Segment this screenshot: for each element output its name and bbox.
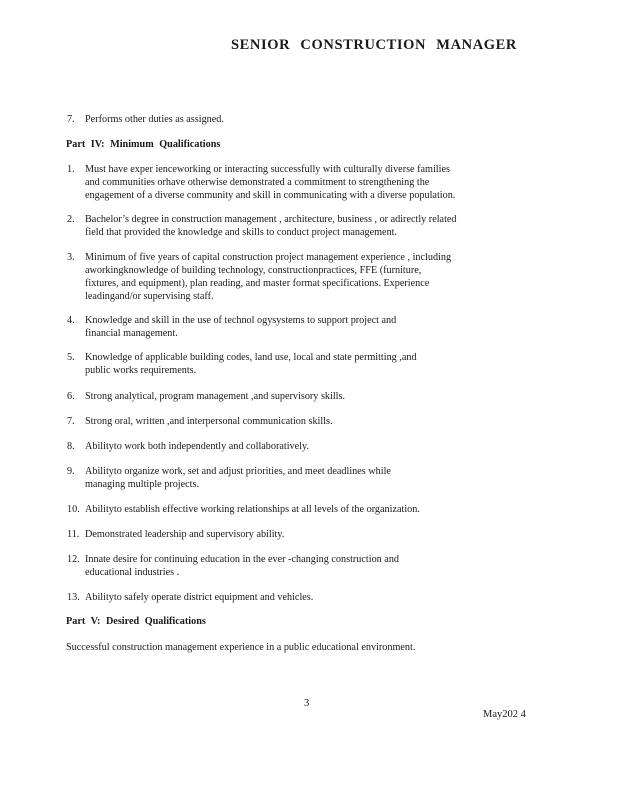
item-number: 5. — [67, 352, 75, 363]
item-number: 12. — [67, 554, 80, 565]
item-text-line: Innate desire for continuing education in the ever -changing construction and — [85, 554, 400, 565]
item-number: 9. — [67, 466, 75, 477]
item-number: 10. — [67, 504, 80, 515]
item-text-line: Bachelor’s degree in construction management , architecture, business , or adirectly related — [85, 214, 457, 225]
item-number: 2. — [67, 214, 75, 225]
item-text-line: engagement of a diverse community and skill in communicating with a diverse population. — [85, 190, 456, 201]
item-text-line: Abilityto work both independently and collaboratively. — [85, 441, 309, 452]
duty-item-text: Performs other duties as assigned. — [85, 114, 224, 125]
item-text-line: managing multiple projects. — [85, 479, 200, 490]
item-number: 8. — [67, 441, 75, 452]
item-text-line: Strong analytical, program management ,and supervisory skills. — [85, 391, 346, 402]
item-text-line: Knowledge and skill in the use of technol ogysystems to support project and — [85, 315, 397, 326]
item-text-line: leadingand/or supervising staff. — [85, 291, 214, 302]
page-number: 3 — [304, 698, 310, 709]
item-number: 11. — [67, 529, 80, 540]
item-text-line: Minimum of five years of capital construction project management experience , including — [85, 252, 452, 263]
item-number: 6. — [67, 391, 75, 402]
item-number: 7. — [67, 416, 75, 427]
item-text-line: Abilityto establish effective working relationships at all levels of the organization. — [85, 504, 420, 515]
item-text-line: financial management. — [85, 328, 178, 339]
item-text-line: Demonstrated leadership and supervisory ability. — [85, 529, 285, 540]
item-text-line: aworkingknowledge of building technology, constructionpractices, FFE (furniture, — [85, 265, 422, 276]
item-text-line: field that provided the knowledge and skills to conduct project management. — [85, 227, 398, 238]
item-text-line: educational industries . — [85, 567, 180, 578]
item-text-line: and communities orhave otherwise demonstrated a commitment to strengthening the — [85, 177, 430, 188]
item-text-line: Strong oral, written ,and interpersonal communication skills. — [85, 416, 333, 427]
part-v-heading: Part V: Desired Qualifications — [66, 616, 206, 627]
desired-qualification-text: Successful construction management experience in a public educational environment. — [66, 642, 416, 653]
item-number: 13. — [67, 592, 80, 603]
item-text-line: Knowledge of applicable building codes, land use, local and state permitting ,and — [85, 352, 417, 363]
part-iv-heading: Part IV: Minimum Qualifications — [66, 139, 221, 150]
item-text-line: Abilityto safely operate district equipment and vehicles. — [85, 592, 314, 603]
revision-date: May202 4 — [483, 709, 526, 720]
item-text-line: Abilityto organize work, set and adjust priorities, and meet deadlines while — [85, 466, 391, 477]
page-title: SENIOR CONSTRUCTION MANAGER — [231, 37, 518, 53]
item-number: 3. — [67, 252, 75, 263]
item-number: 1. — [67, 164, 75, 175]
item-text-line: public works requirements. — [85, 365, 197, 376]
duty-item-number: 7. — [67, 114, 75, 125]
item-text-line: fixtures, and equipment), plan reading, and master format specifications. Experience — [85, 278, 430, 289]
item-number: 4. — [67, 315, 75, 326]
item-text-line: Must have exper ienceworking or interacting successfully with culturally diverse families — [85, 164, 450, 175]
